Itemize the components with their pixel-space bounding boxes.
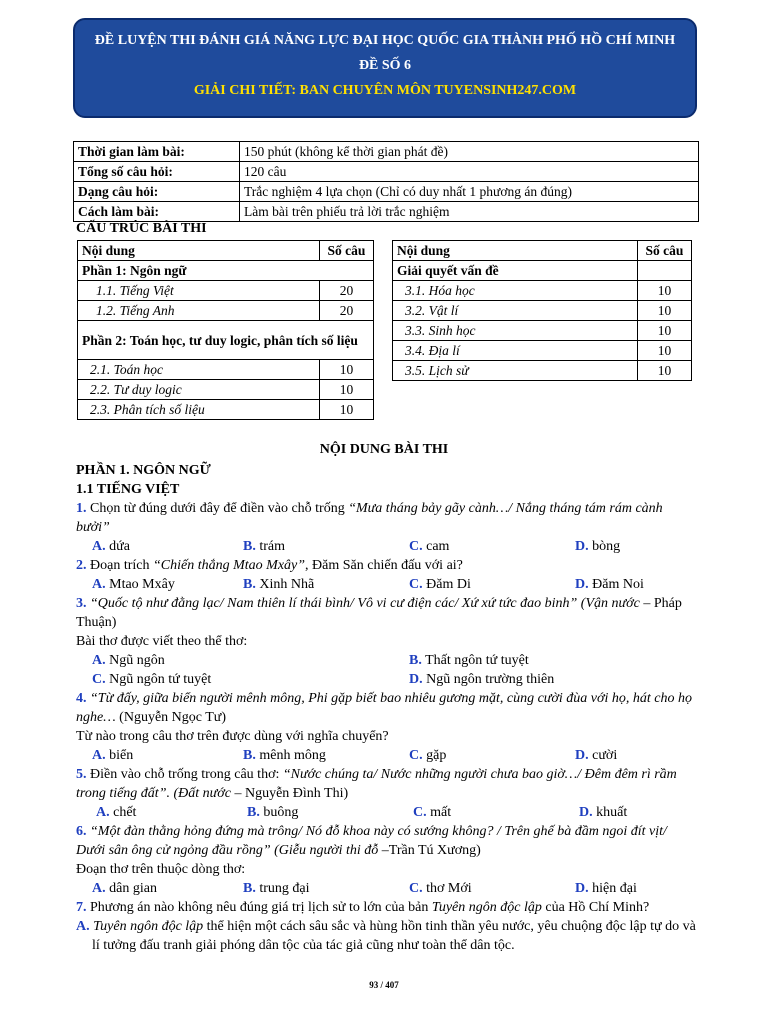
table-cell: 3.3. Sinh học [393,321,638,341]
question-quote: “Mưa tháng bảy gãy cành…/ Nắng tháng tám rám cành bưởi” [76,501,663,535]
table-cell: 3.1. Hóa học [393,281,638,301]
question-2: 2. Đoạn trích “Chiến thắng Mtao Mxây”, Đăm Săn chiến đấu với ai? [76,558,463,573]
structure-title: CẤU TRÚC BÀI THI [76,221,207,236]
info-key: Tổng số câu hỏi: [74,162,240,182]
option[interactable]: D. Ngũ ngôn trường thiên [409,672,555,687]
info-value: Trắc nghiệm 4 lựa chọn (Chỉ có duy nhất 1 phương án đúng) [240,182,699,202]
question-ask: Bài thơ được viết theo thể thơ: [76,634,248,649]
table-cell: 1.1. Tiếng Việt [78,281,320,301]
option[interactable]: C. mất [413,805,452,820]
info-value: Làm bài trên phiếu trả lời trắc nghiệm [240,202,699,222]
col-header: Số câu [638,241,692,261]
table-cell: 1.2. Tiếng Anh [78,301,320,321]
option[interactable]: A. chết [96,805,137,820]
info-row [74,162,699,182]
exam-info-table [73,141,699,222]
sub-title: 1.1 TIẾNG VIỆT [76,482,180,497]
info-value: 120 câu [240,162,699,182]
option[interactable]: B. buông [247,805,299,820]
table-cell: 10 [320,380,374,400]
info-row [74,142,699,162]
option[interactable]: D. khuất [579,805,628,820]
col-header: Nội dung [393,241,638,261]
table-cell: 2.1. Toán học [78,360,320,380]
option[interactable]: B. mênh mông [243,748,326,763]
table-cell: 10 [638,281,692,301]
options-q6 [76,879,696,898]
option[interactable]: B. Thất ngôn tứ tuyệt [409,653,529,668]
question-1 [76,499,696,537]
col-header: Nội dung [78,241,320,261]
question-number: 1. [76,501,87,516]
part-heading: Phần 2: Toán học, tư duy logic, phân tích số liệu [78,321,374,360]
info-key: Cách làm bài: [74,202,240,222]
table-cell: 2.3. Phân tích số liệu [78,400,320,420]
question-ask: Đoạn thơ trên thuộc dòng thơ: [76,862,246,877]
options-q1 [76,537,696,556]
table-cell: 3.4. Địa lí [393,341,638,361]
option[interactable]: D. cười [575,748,618,763]
option[interactable]: B. trám [243,539,285,554]
option[interactable]: C. gặp [409,748,447,763]
question-text: Chọn từ đúng dưới đây để điền vào chỗ trống [90,501,345,516]
option[interactable]: D. hiện đại [575,881,637,896]
option[interactable]: A. Mtao Mxây [92,577,175,592]
option[interactable]: A. Ngũ ngôn [92,653,165,668]
table-cell: 10 [320,400,374,420]
option[interactable]: C. Đăm Di [409,577,471,592]
exam-content [76,461,696,955]
question-7: 7. Phương án nào không nêu đúng giá trị lịch sử to lớn của bản Tuyên ngôn độc lập của Hồ Chí Minh? [76,900,650,915]
header-line1: ĐỀ LUYỆN THI ĐÁNH GIÁ NĂNG LỰC ĐẠI HỌC QUỐC GIA THÀNH PHỐ HỒ CHÍ MINH [94,33,676,48]
option[interactable]: A. dân gian [92,881,157,896]
option[interactable]: D. Đăm Noi [575,577,644,592]
options-q3-row2 [76,670,696,689]
part-title: PHẦN 1. NGÔN NGỮ [76,463,211,478]
options-q4 [76,746,696,765]
options-q5 [76,803,696,822]
header-line2: ĐỀ SỐ 6 [358,58,412,73]
question-3: 3. “Quốc tộ như đằng lạc/ Nam thiên lí thái bình/ Vô vi cư điện các/ Xứ xứ tức đao binh” (Vận nước – Pháp Thuận) [76,596,682,630]
question-ask: Từ nào trong câu thơ trên được dùng với nghĩa chuyển? [76,729,389,744]
structure-table-right [392,240,692,381]
option[interactable]: A. biển [92,748,134,763]
table-cell: 10 [638,341,692,361]
table-cell: 10 [320,360,374,380]
info-key: Dạng câu hỏi: [74,182,240,202]
header-banner [73,18,697,118]
option[interactable]: C. thơ Mới [409,881,472,896]
table-cell: 20 [320,301,374,321]
option[interactable]: B. Xinh Nhã [243,577,315,592]
page-number: 93 / 407 [369,980,399,990]
option[interactable]: D. bòng [575,539,621,554]
info-value: 150 phút (không kể thời gian phát đề) [240,142,699,162]
info-row [74,182,699,202]
structure-table-left [77,240,374,420]
table-cell: 20 [320,281,374,301]
options-q2 [76,575,696,594]
question-6: 6. “Một đàn thằng hỏng đứng mà trông/ Nó đỗ khoa này có sướng không? / Trên ghế bà đầm ngoi đít vịt/ Dưới sân ông cử ngỏng đầu rồng” (Giễu người thi đỗ –Trần Tú Xương) [76,824,667,858]
option[interactable]: B. trung đại [243,881,310,896]
table-cell: 10 [638,361,692,381]
table-cell: 10 [638,321,692,341]
part-heading: Phần 1: Ngôn ngữ [78,261,374,281]
info-key: Thời gian làm bài: [74,142,240,162]
table-cell: 2.2. Tư duy logic [78,380,320,400]
option[interactable]: A. dứa [92,539,130,554]
question-5: 5. Điền vào chỗ trống trong câu thơ: “Nước chúng ta/ Nước những người chưa bao giờ…/ Đêm đêm rì rầm trong tiếng đất”. (Đất nước – Nguyễn Đình Thi) [76,767,677,801]
table-cell: 10 [638,301,692,321]
part-heading: Giải quyết vấn đề [393,261,638,281]
option[interactable]: C. Ngũ ngôn tứ tuyệt [92,672,212,687]
option-7a[interactable]: A. Tuyên ngôn độc lập thể hiện một cách sâu sắc và hùng hồn tinh thần yêu nước, yêu chuộng độc lập tự do và lí tưởng đấu tranh giải phóng dân tộc của tác giả cũng như toàn thể dân tộc. [76,919,696,953]
table-cell: 3.5. Lịch sử [393,361,638,381]
col-header: Số câu [320,241,374,261]
section-title: NỘI DUNG BÀI THI [319,442,449,457]
info-row [74,202,699,222]
table-cell: 3.2. Vật lí [393,301,638,321]
table-cell [638,261,692,281]
header-line3: GIẢI CHI TIẾT: BAN CHUYÊN MÔN TUYENSINH247.COM [193,83,577,98]
options-q3-row1 [76,651,696,670]
question-4: 4. “Từ đấy, giữa biển người mênh mông, Phi gặp biết bao nhiêu gương mặt, cùng cười đùa với họ, hát cho họ nghe… (Nguyễn Ngọc Tư) [76,691,692,725]
option[interactable]: C. cam [409,539,450,554]
